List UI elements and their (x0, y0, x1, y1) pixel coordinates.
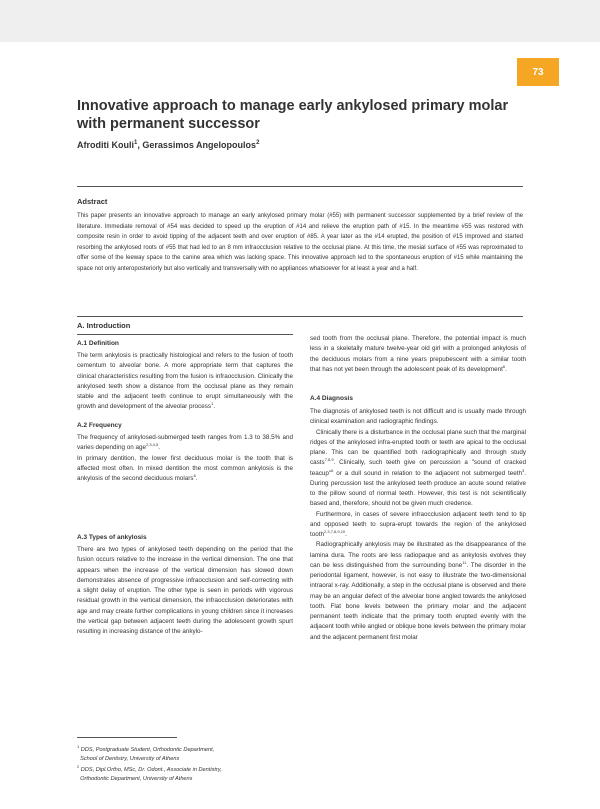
footnote-1-line-1: DDS, Postgraduate Student, Orthodontic Department, (80, 746, 215, 753)
page-number: 73 (517, 58, 559, 86)
abstract-bottom-rule (77, 316, 523, 317)
a4-d4-ref: 11 (462, 559, 467, 565)
a4-d2-text: Clinically there is a disturbance in the occlusal plane such that the marginal ridges of the ankylosed infra-erupted tooth or teeth are apical to the occlusal plane. This can be quantified both radiographically and through study casts (310, 428, 526, 467)
a4-d2-tail: . During percussion test the ankylosed teeth produce an acute sound relative to the pillow sound of normal teeth. However, this test is not scientifically based and, therefore, should not be given much credence. (310, 469, 526, 508)
footnote-1-marker: 1 (77, 744, 80, 749)
a2-p1-ref: 2,3,4,5 (145, 442, 159, 448)
a4-d2-mid: . Clinically, such teeth give on percussion a "sound of cracked teacup" (310, 459, 526, 477)
a2-p1-text: The frequency of ankylosed-submerged teeth ranges from 1.3 to 38.5% and varies depending on age (77, 434, 293, 452)
a4-d3-text: Furthermore, in cases of severe infraocclusion adjacent teeth tend to tip and opposed teeth to supra-erupt towards the region of the ankylosed tooth (310, 510, 526, 538)
abstract-top-rule (77, 186, 523, 187)
footnote-2-line-2: Orthodontic Department, University of Athens (80, 775, 193, 782)
author-2: Gerassimos Angelopoulos (142, 140, 257, 150)
a4-d4-tail: . The disorder in the periodontal ligament, however, is not easy to illustrate the two-dimensional intraoral x-ray. Additionally, a step in the occlusal plane is observed and there may be an angular defect of the alveolar bone angled towards the ankylosed tooth. Flat bone levels between the primary molar and the adjacent permanent teeth indicate that the primary tooth erupted evenly with the adjacent tooth while angled or oblique bone levels between the primary molar and the adjacent permanent first molar (310, 561, 526, 641)
col2-cont-ref: 6 (502, 363, 506, 369)
author-separator: , (137, 140, 143, 150)
a1-heading: A.1 Definition (77, 340, 119, 347)
a2-heading: A.2 Frequency (77, 422, 122, 429)
a3-heading: A.3 Types of ankylosis (77, 534, 147, 541)
author-1-affiliation: 1 (134, 140, 138, 146)
author-2-affiliation: 2 (256, 140, 260, 146)
a3-text: There are two types of ankylosed teeth depending on the period that the fusion occurs relative to the increase in the vertical dimension. The one that appears when the increase of the vertical dimension has slowed down demonstrates absence of progressive infraocclusion and self-correcting with a slight delay of eruption. The other type is seen in periods with vigorous residual growth in the vertical dimension, the infraocclusion deteriorates with age and may create further complications in young children since it increases the vertical gap between adjacent teeth during the adolescent growth spurt resulting in increasing distance of the ankylo- (77, 546, 293, 635)
abstract-body: This paper presents an innovative approach to manage an early ankylosed primary molar (#55) with permanent successor supplemented by a brief review of the literature. Immediate removal of #54 was decided to speed up the eruption of #14 and relieve the eruption path of #15. In the meantime #55 was restored with composite resin in order to avoid tipping of the adjacent teeth and over eruption of #85. A year later as the #14 erupted, the position of #15 improved and started resorbing the ankylosed roots of #55 that had led to an 8 mm infraocclusion relative to the occlusal plane. At this time, the mesial surface of #55 was reproximated to offer some of the leeway space to the canine area which was lacking space. This innovative approach led to the spontaneous eruption of #15 while maintaining the space not only anteroposteriorly but also vertically and transversally with no appliances whatsoever for at least a year and a half. (77, 213, 523, 272)
a2-p2-text: In primary dentition, the lower first deciduous molar is the tooth that is affected most often. In mixed dentition the most common ankylosis is the ankylosis of the second deciduous molars (77, 454, 293, 482)
a2-paragraphs (77, 433, 293, 484)
col2-cont-text: sed tooth from the occlusal plane. Therefore, the potential impact is much less in a skeletally mature twelve-year old girl with a prolonged ankylosis of the deciduous molars from a nine years prepubescent with a similar tooth that has not yet been through the adolescent peak of its development (310, 335, 526, 373)
footnote-rule (77, 737, 177, 738)
a2-p2-ref: 6 (193, 472, 196, 478)
a4-d3-end: . (345, 531, 347, 538)
abstract-heading: Adstract (77, 197, 108, 206)
a4-d4-text: Radiographically ankylosis may be illustrated as the disappearance of the lamina dura. The roots are less radiopaque and as ankylosis evolves they can be less distinguished from the surrounding bone (310, 541, 526, 569)
a4-d2-end: or a dull sound in relation to the adjacent not submerged teeth (333, 469, 523, 477)
a2-p1-end: . (158, 444, 160, 452)
authors (77, 140, 259, 150)
section-a-heading: A. Introduction (77, 321, 131, 330)
footnote-2-marker: 2 (77, 764, 80, 769)
section-a-rule (77, 334, 293, 335)
a1-text: The term ankylosis is practically histological and refers to the fusion of tooth cementum to alveolar bone. A more appropriate term that captures the clinical characteristics resulting from the fusion is infraocclusion. Clinically the ankylosed teeth show a distance from the occlusal plane as they remain stable and the adjacent teeth continue to erupt simultaneously with the growth and development of the alveolar process (77, 352, 293, 411)
article-title: Innovative approach to manage early ankylosed primary molar with permanent successor (77, 98, 509, 132)
author-1: Afroditi Kouli (77, 140, 134, 150)
a1-paragraph (77, 351, 293, 413)
footnote-2 (77, 762, 297, 784)
a4-heading: A.4 Diagnosis (310, 395, 353, 402)
a4-d3-ref: 2,3,7,8,9,10 (324, 528, 346, 534)
a1-ref: 1 (211, 401, 214, 407)
a3-paragraph (77, 545, 293, 637)
a4-d2-ref3: 3 (522, 467, 525, 473)
footnote-1 (77, 742, 297, 764)
page-header-band (0, 0, 600, 42)
a4-d1: The diagnosis of ankylosed teeth is not difficult and is usually made through clinical examination and radiographic findings. (310, 408, 526, 426)
col2-continuation (310, 334, 526, 375)
a1-end: . (213, 403, 216, 411)
a4-paragraphs (310, 407, 526, 643)
footnote-2-line-1: DDS, Dipl.Ortho, MSc, Dr. Odont., Associate in Dentistry, (80, 766, 222, 773)
a2-p2-end: . (195, 475, 198, 482)
footnote-1-line-2: School of Dentistry, University of Athens (80, 755, 180, 762)
col2-cont-end: . (505, 365, 507, 373)
a4-d2-ref: 7,8,9 (324, 457, 334, 463)
a4-d2-ref2: 6 (331, 467, 334, 473)
